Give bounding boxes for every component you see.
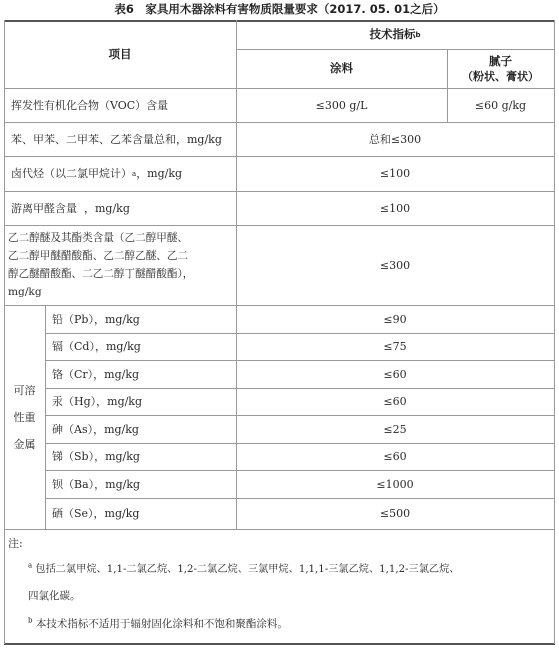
metal-label-hg: 汞（Hg），mg/kg — [52, 395, 143, 408]
header-putty-label: 腻子 — [489, 53, 512, 68]
glycol-label-line: 乙二醇甲醚醋酸酯、乙二醇乙醚、乙二 — [8, 250, 189, 262]
header-coating: 涂料 — [330, 61, 353, 75]
metal-label-pb: 铅（Pb），mg/kg — [52, 312, 140, 326]
metal-value-sb: ≤60 — [383, 450, 407, 463]
metals-group-label-line: 金属 — [13, 437, 36, 451]
formaldehyde-label: 游离甲醛含量 ，mg/kg — [11, 201, 130, 215]
header-item: 项目 — [108, 46, 132, 61]
header-tech-spec: 技术指标 b — [369, 27, 421, 41]
table-bottom-border — [4, 643, 555, 645]
voc-putty-value: ≤60 g/kg — [474, 98, 527, 112]
note-a-text: 包括二氯甲烷、1,1-二氯乙烷、1,2-二氯乙烷、三氯甲烷、1,1,1-三氯乙烷、1,1,2-三氯乙烷、 — [32, 564, 460, 575]
metal-label-ba: 钡（Ba），mg/kg — [52, 477, 141, 491]
glycol-label-line: mg/kg — [8, 286, 42, 298]
metals-group-label-line: 可溶 — [13, 383, 36, 397]
metal-value-pb: ≤90 — [383, 312, 407, 326]
glycol-label — [4, 225, 236, 305]
metal-value-cr: ≤60 — [383, 367, 407, 381]
metal-value-hg: ≤60 — [383, 395, 407, 408]
voc-coating-value: ≤300 g/L — [315, 98, 368, 112]
glycol-label-line: 乙二醇醚及其酯类含量（乙二醇甲醚、 — [8, 232, 189, 244]
header-tech-label: 技术指标 — [369, 27, 416, 41]
metal-label-as: 砷（As），mg/kg — [52, 422, 139, 436]
table-title: 表6 家具用木器涂料有害物质限量要求（2017. 05. 01之后） — [114, 2, 445, 16]
metal-label-se: 硒（Se），mg/kg — [52, 507, 140, 520]
table-right-border — [554, 20, 555, 644]
metals-group-label-line: 性重 — [13, 410, 36, 424]
metal-value-se: ≤500 — [379, 507, 411, 520]
halo-label: 卤代烃（以二氯甲烷计） a ，mg/kg — [11, 167, 183, 180]
glycol-value: ≤300 — [379, 258, 411, 272]
formaldehyde-value: ≤100 — [379, 201, 411, 215]
metal-label-sb: 锑（Sb），mg/kg — [52, 450, 140, 463]
notes-heading: 注: — [8, 537, 23, 550]
note-a-sup: a — [28, 561, 33, 570]
halo-value: ≤100 — [379, 167, 411, 180]
benzene-value: 总和≤300 — [368, 132, 422, 146]
header-putty-note: （粉状、膏状） — [462, 69, 539, 83]
benzene-label: 苯、甲苯、二甲苯、乙苯含量总和，mg/kg — [11, 132, 222, 146]
metal-label-cr: 铬（Cr），mg/kg — [52, 367, 140, 381]
glycol-label-line: 醇乙醚醋酸酯、二乙二醇丁醚醋酸酯）， — [8, 268, 194, 280]
metal-value-cd: ≤75 — [383, 340, 407, 353]
metal-value-ba: ≤1000 — [376, 477, 414, 491]
header-putty — [447, 49, 554, 88]
note-a-continued: 四氯化碳。 — [28, 590, 81, 602]
voc-label: 挥发性有机化合物（VOC）含量 — [11, 98, 169, 112]
note-b-text: 本技术指标不适用于辐射固化涂料和不饱和聚酯涂料。 — [32, 618, 288, 630]
note-b-sup: b — [28, 616, 33, 625]
note-b — [28, 616, 288, 631]
metal-label-cd: 镉（Cd），mg/kg — [52, 340, 141, 353]
metals-group-label — [4, 305, 45, 529]
metal-value-as: ≤25 — [383, 422, 407, 436]
note-a — [28, 560, 552, 575]
row-divider — [4, 529, 555, 530]
halo-label-unit: ，mg/kg — [136, 167, 183, 180]
halo-label-text: 卤代烃（以二氯甲烷计） — [11, 167, 132, 180]
